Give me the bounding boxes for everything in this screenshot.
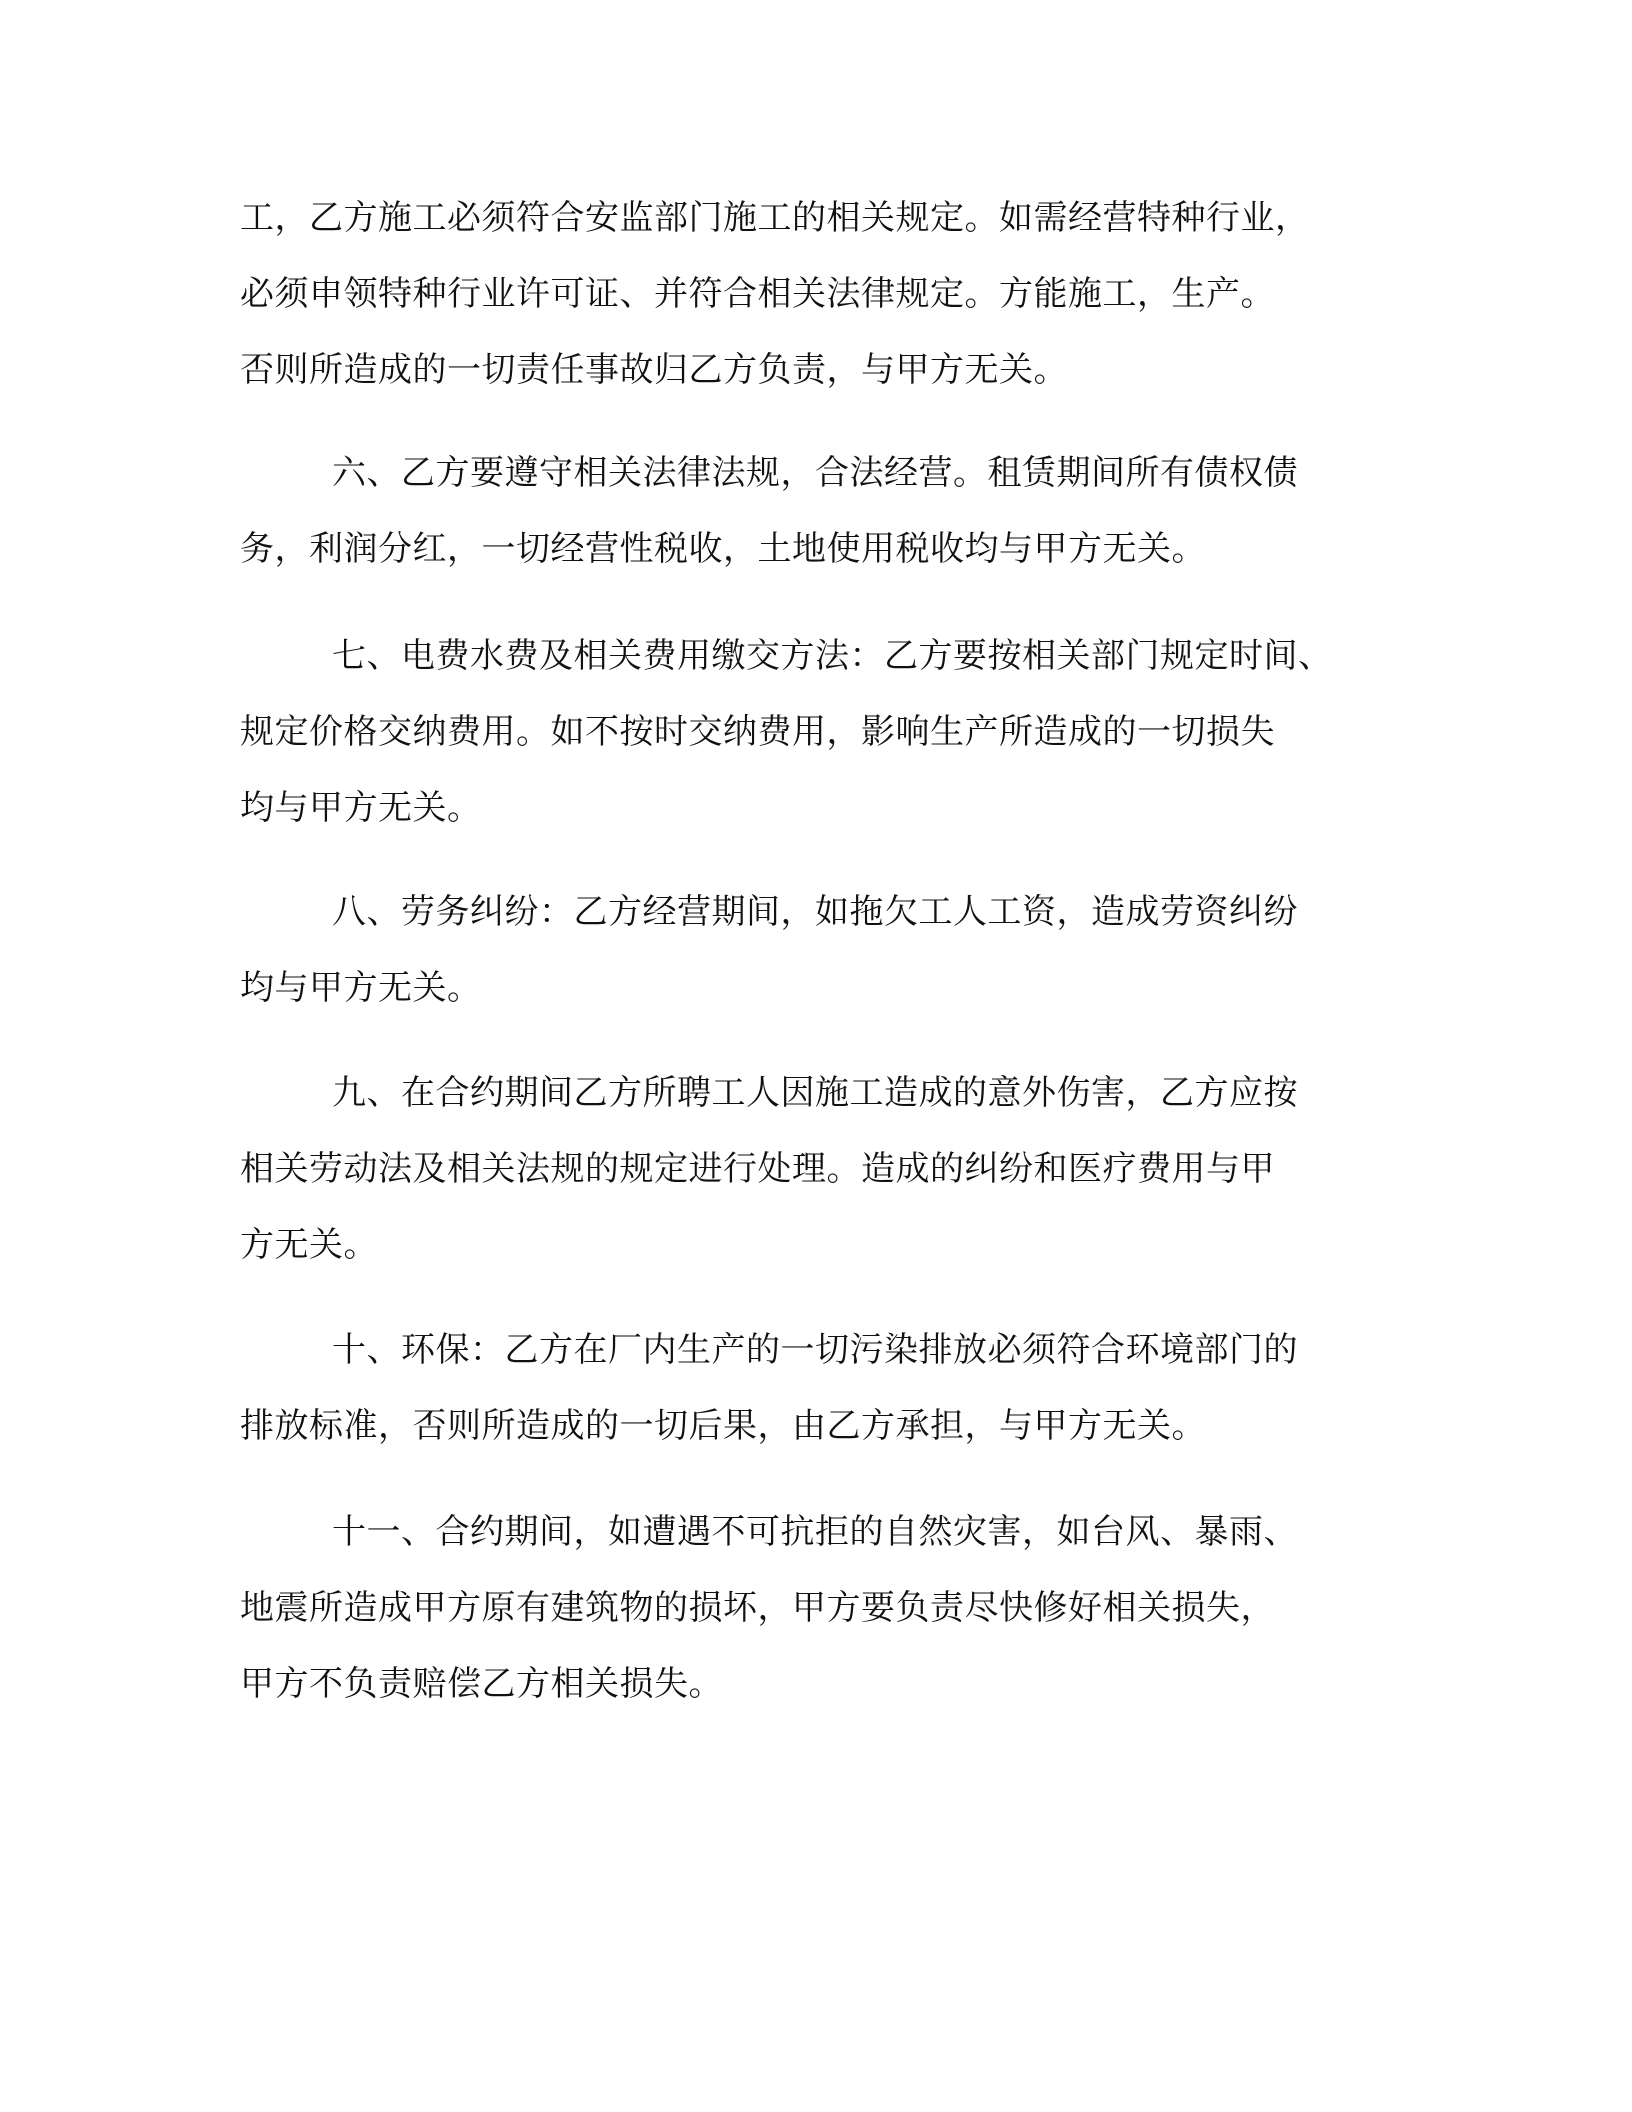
clause-5-line-2: 必须申领特种行业许可证、并符合相关法律规定。方能施工，生产。 <box>240 274 1275 314</box>
clause-6-line-2: 务，利润分红，一切经营性税收，土地使用税收均与甲方无关。 <box>240 529 1206 569</box>
clause-5-line-1: 工，乙方施工必须符合安监部门施工的相关规定。如需经营特种行业， <box>240 198 1310 238</box>
clause-8-line-2: 均与甲方无关。 <box>240 968 482 1008</box>
clause-11-line-1: 十一、合约期间，如遭遇不可抗拒的自然灾害，如台风、暴雨、 <box>332 1512 1298 1552</box>
clause-9-line-1: 九、在合约期间乙方所聘工人因施工造成的意外伤害，乙方应按 <box>332 1073 1298 1113</box>
clause-10-line-2: 排放标准，否则所造成的一切后果，由乙方承担，与甲方无关。 <box>240 1406 1206 1446</box>
clause-7-line-2: 规定价格交纳费用。如不按时交纳费用，影响生产所造成的一切损失 <box>240 712 1275 752</box>
clause-8-line-1: 八、劳务纠纷：乙方经营期间，如拖欠工人工资，造成劳资纠纷 <box>332 892 1298 932</box>
clause-5-line-3: 否则所造成的一切责任事故归乙方负责，与甲方无关。 <box>240 350 1068 390</box>
clause-7-line-1: 七、电费水费及相关费用缴交方法：乙方要按相关部门规定时间、 <box>332 636 1333 676</box>
clause-11-line-3: 甲方不负责赔偿乙方相关损失。 <box>240 1664 723 1704</box>
clause-7-line-3: 均与甲方无关。 <box>240 788 482 828</box>
clause-9-line-2: 相关劳动法及相关法规的规定进行处理。造成的纠纷和医疗费用与甲 <box>240 1149 1275 1189</box>
clause-9-line-3: 方无关。 <box>240 1225 378 1265</box>
clause-11-line-2: 地震所造成甲方原有建筑物的损坏，甲方要负责尽快修好相关损失， <box>240 1588 1275 1628</box>
clause-10-line-1: 十、环保：乙方在厂内生产的一切污染排放必须符合环境部门的 <box>332 1330 1298 1370</box>
clause-6-line-1: 六、乙方要遵守相关法律法规，合法经营。租赁期间所有债权债 <box>332 453 1298 493</box>
